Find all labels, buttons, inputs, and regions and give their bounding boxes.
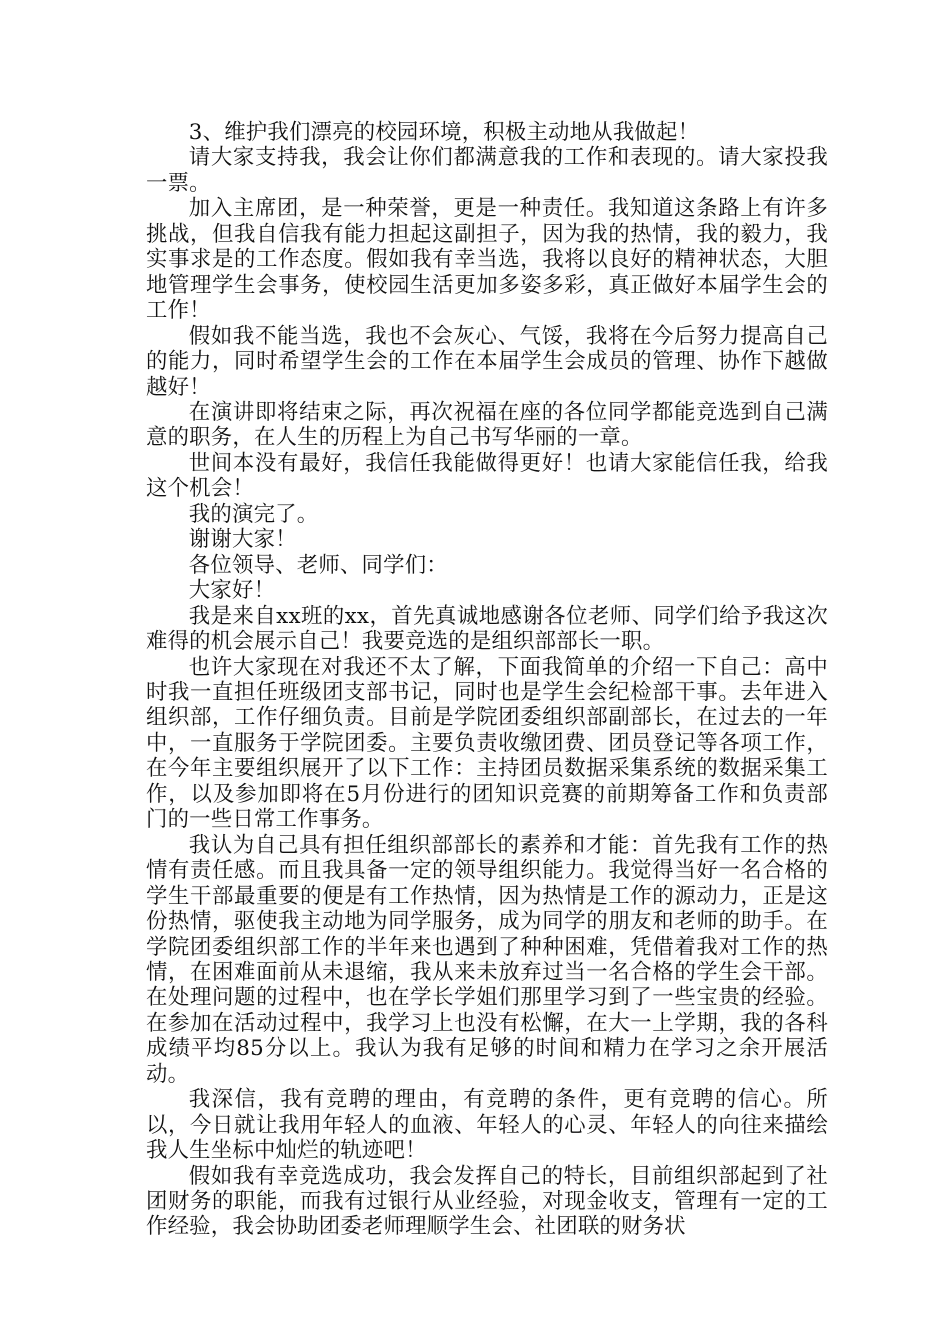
document-body [146, 120, 828, 1240]
paragraph: 假如我有幸竞选成功，我会发挥自己的特长，目前组织部起到了社团财务的职能，而我有过银行从业经验，对现金收支，管理有一定的工作经验，我会协助团委老师理顺学生会、社团联的财务状 [146, 1163, 828, 1240]
paragraph: 3、维护我们漂亮的校园环境，积极主动地从我做起！ [188, 120, 700, 145]
greeting: 大家好！ [188, 578, 276, 604]
paragraph: 世间本没有最好，我信任我能做得更好！也请大家能信任我，给我这个机会！ [146, 450, 828, 502]
paragraph: 在演讲即将结束之际，再次祝福在座的各位同学都能竞选到自己满意的职务，在人生的历程上为自己书写华丽的一章。 [146, 399, 828, 451]
paragraph: 请大家支持我，我会让你们都满意我的工作和表现的。请大家投我一票。 [146, 145, 828, 196]
paragraph: 谢谢大家！ [188, 527, 297, 553]
salutation: 各位领导、老师、同学们： [188, 552, 448, 578]
paragraph: 我是来自xx班的xx，首先真诚地感谢各位老师、同学们给予我这次难得的机会展示自己！我要竞选的是组织部部长一职。 [146, 603, 828, 655]
paragraph: 加入主席团，是一种荣誉，更是一种责任。我知道这条路上有许多挑战，但我自信我有能力担起这副担子，因为我的热情，我的毅力，我实事求是的工作态度。假如我有幸当选，我将以良好的精神状态，大胆地管理学生会事务，使校园生活更加多姿多彩，真正做好本届学生会的工作！ [146, 196, 828, 324]
paragraph: 也许大家现在对我还不太了解，下面我简单的介绍一下自己：高中时我一直担任班级团支部书记，同时也是学生会纪检部干事。去年进入组织部，工作仔细负责。目前是学院团委组织部副部长，在过去的一年中，一直服务于学院团委。主要负责收缴团费、团员登记等各项工作，在今年主要组织展开了以下工作：主持团员数据采集系统的数据采集工作，以及参加即将在5月份进行的团知识竞赛的前期筹备工作和负责部门的一些日常工作事务。 [146, 654, 828, 833]
paragraph: 假如我不能当选，我也不会灰心、气馁，我将在今后努力提高自己的能力，同时希望学生会的工作在本届学生会成员的管理、协作下越做越好！ [146, 323, 828, 400]
paragraph: 我认为自己具有担任组织部部长的素养和才能：首先我有工作的热情有责任感。而且我具备一定的领导组织能力。我觉得当好一名合格的学生干部最重要的便是有工作热情，因为热情是工作的源动力，正是这份热情，驱使我主动地为同学服务，成为同学的朋友和老师的助手。在学院团委组织部工作的半年来也遇到了种种困难，凭借着我对工作的热情，在困难面前从未退缩，我从来未放弃过当一名合格的学生会干部。在处理问题的过程中，也在学长学姐们那里学习到了一些宝贵的经验。在参加在活动过程中，我学习上也没有松懈，在大一上学期，我的各科成绩平均85分以上。我认为我有足够的时间和精力在学习之余开展活动。 [146, 832, 828, 1087]
paragraph: 我的演完了。 [188, 501, 319, 527]
paragraph: 我深信，我有竞聘的理由，有竞聘的条件，更有竞聘的信心。所以，今日就让我用年轻人的血液、年轻人的心灵、年轻人的向往来描绘我人生坐标中灿烂的轨迹吧！ [146, 1087, 828, 1164]
